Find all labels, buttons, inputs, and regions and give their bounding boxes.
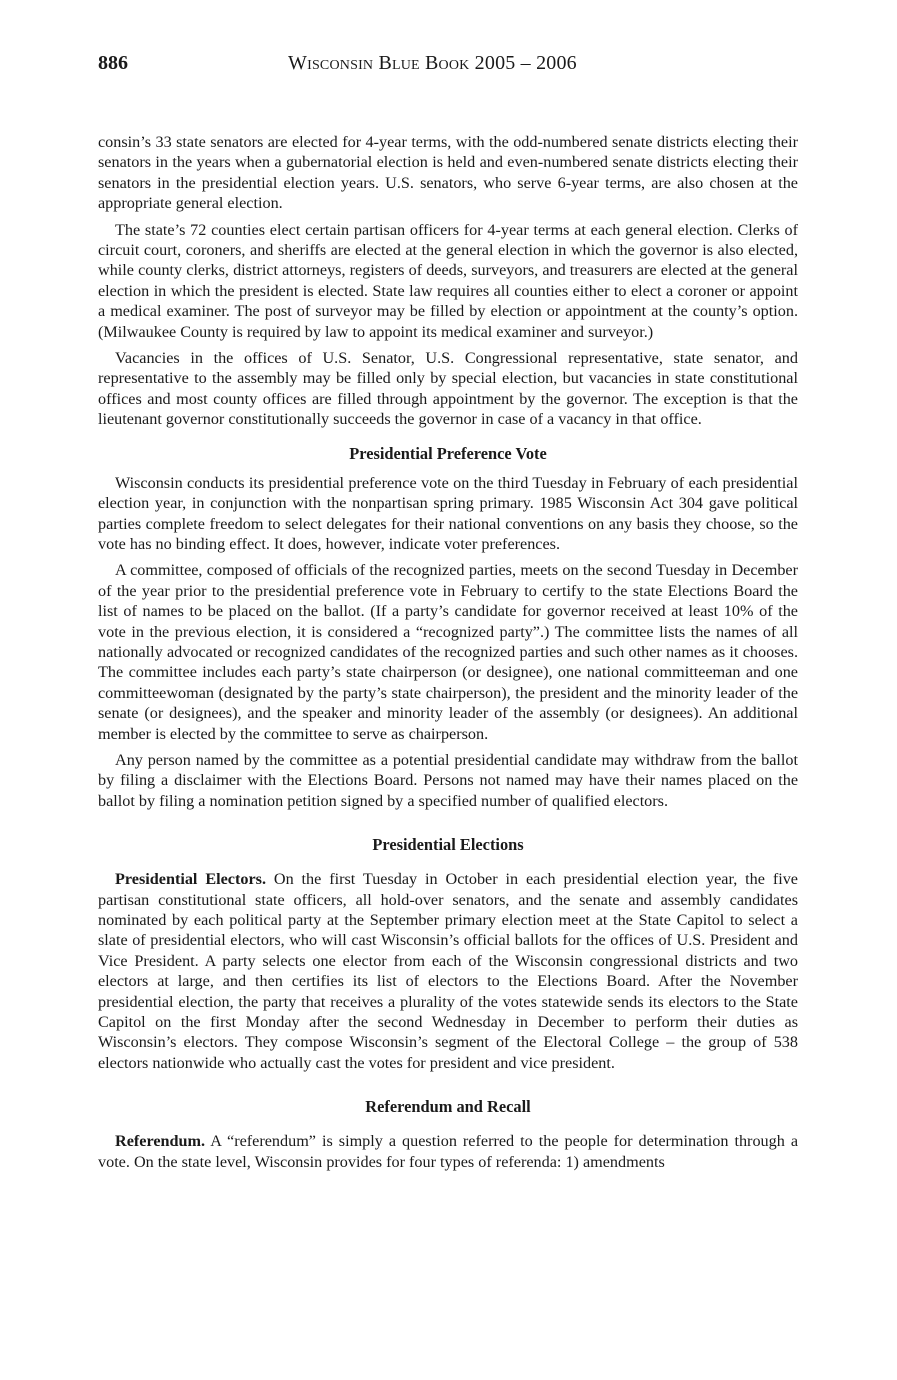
running-header: [98, 52, 798, 82]
book-title: Wisconsin Blue Book 2005 – 2006: [288, 52, 577, 74]
heading-referendum-and-recall: Referendum and Recall: [365, 1097, 531, 1117]
paragraph-senators: consin’s 33 state senators are elected for 4-year terms, with the odd-numbered senate districts electing their senators in the years when a gubernatorial election is held and even-numbered senate districts electing their senators in the presidential election years. U.S. senators, who serve 6-year terms, are also chosen at the appropriate general election.: [98, 133, 798, 213]
run-in-presidential-electors: Presidential Electors.: [115, 870, 266, 889]
paragraph-withdraw: Any person named by the committee as a potential presidential candidate may withdraw from the ballot by filing a disclaimer with the Elections Board. Persons not named may have their names placed on the ballot by filing a nomination petition signed by a specified number of qualified electors.: [98, 750, 798, 810]
referendum-text: A “referendum” is simply a question referred to the people for determination through a vote. On the state level, Wisconsin provides for four types of referenda: 1) amendments: [98, 1132, 799, 1171]
paragraph-vacancies: Vacancies in the offices of U.S. Senator, U.S. Congressional representative, state senator, and representative to the assembly may be filled only by special election, but vacancies in state constitutional offices and most county offices are filled through appointment by the governor. The exception is that the lieutenant governor constitutionally succeeds the governor in case of a vacancy in that office.: [98, 349, 798, 429]
document-page: [98, 52, 799, 1171]
heading-presidential-elections: Presidential Elections: [372, 835, 524, 855]
heading-presidential-preference-vote: Presidential Preference Vote: [349, 443, 547, 463]
body-text: [98, 132, 798, 1178]
paragraph-referendum: [98, 1131, 798, 1172]
run-in-referendum: Referendum.: [115, 1132, 206, 1151]
page-number: 886: [98, 52, 128, 74]
paragraph-committee: A committee, composed of officials of the recognized parties, meets on the second Tuesday in December of the year prior to the presidential preference vote in February to certify to the state Elections Board the list of names to be placed on the ballot. (If a party’s candidate for governor received at least 10% of the vote in the previous election, it is considered a “recognized party”.) The committee lists the names of all nationally advocated or recognized candidates of the recognized parties and such other names as it chooses. The committee includes each party’s state chairperson (or designee), one national committeeman and one committeewoman (designated by the party’s state chairperson), the president and the minority leader of the senate (or designees), and the speaker and minority leader of the assembly (or designees). An additional member is elected by the committee to serve as chairperson.: [98, 561, 798, 743]
paragraph-presidential-electors: [98, 869, 798, 1073]
presidential-electors-text: On the first Tuesday in October in each presidential election year, the five partisan constitutional state officers, all hold-over senators, and the senate and assembly candidates nominated by each political party at the September primary election meet at the State Capitol to select a slate of presidential electors, who will cast Wisconsin’s official ballots for the offices of U.S. President and Vice President. A party selects one elector from each of the Wisconsin congressional districts and two electors at large, and then certifies its list of electors to the Elections Board. After the November presidential election, the party that receives a plurality of the votes statewide sends its electors to the State Capitol on the first Monday after the second Wednesday in December to perform their duties as Wisconsin’s electors. They compose Wisconsin’s segment of the Electoral College – the group of 538 electors nationwide who actually cast the votes for president and vice president.: [98, 870, 798, 1072]
paragraph-county-officers: The state’s 72 counties elect certain partisan officers for 4-year terms at each general election. Clerks of circuit court, coroners, and sheriffs are elected at the general election in which the governor is also elected, while county clerks, district attorneys, registers of deeds, surveyors, and treasurers are elected at the general election in which the president is elected. State law requires all counties either to elect a coroner or appoint a medical examiner. The post of surveyor may be filled by election or appointment at the county’s option. (Milwaukee County is required by law to appoint its medical examiner and surveyor.): [98, 220, 798, 341]
paragraph-preference-vote: Wisconsin conducts its presidential preference vote on the third Tuesday in February of each presidential election year, in conjunction with the nonpartisan spring primary. 1985 Wisconsin Act 304 gave political parties complete freedom to select delegates for their national conventions on any basis they choose, so the vote has no binding effect. It does, however, indicate voter preferences.: [98, 473, 798, 553]
